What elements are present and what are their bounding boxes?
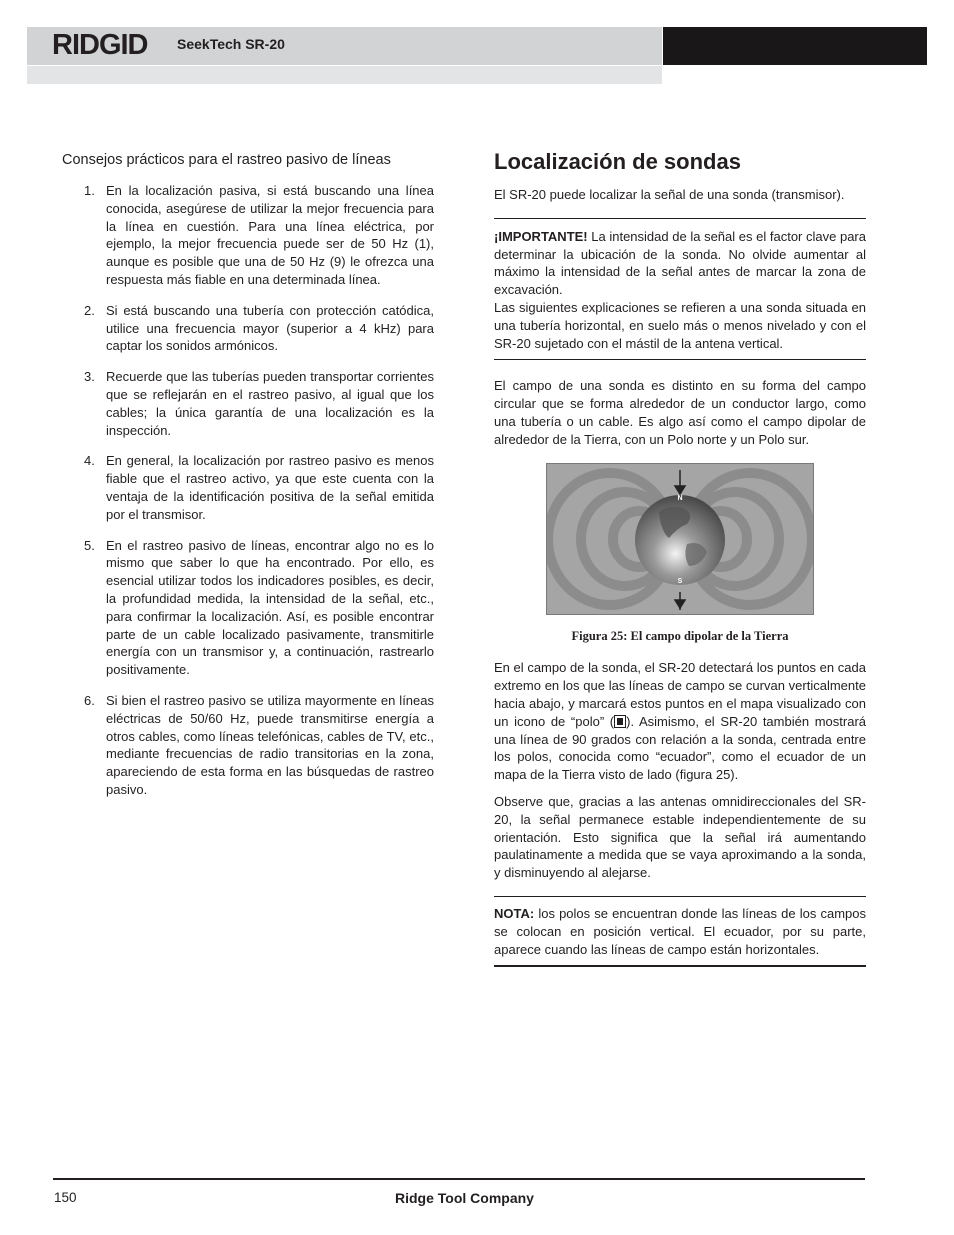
list-text: En el rastreo pasivo de líneas, encontrar algo no es lo mismo que saber lo que ha encontrado. Por ello, es esencial utilizar todos los indicadores posibles, es decir, la profundidad medida, la intensidad de la señal, etc., para confirmar la localización. Así, es posible encontrar parte de un cable localizado pasivamente, transmitirle energía con un transmisor y, a continuación, rastrearlo positivamente.	[106, 537, 434, 678]
list-item	[62, 302, 434, 355]
important-label: ¡IMPORTANTE!	[494, 228, 588, 244]
important-box	[494, 219, 866, 360]
list-text: En general, la localización por rastreo pasivo es menos fiable que el rastreo activo, ya que este cuenta con la ventaja de la identificación positiva de la señal emitida por el transmisor.	[106, 453, 434, 522]
sonde-field-text-b: ). Asimismo, el SR-20 también mostrará una línea de 90 grados con relación a la sonda, centrada entre los polos, conocida como “ecuador”, como el ecuador de un mapa de la Tierra visto de lado (figura 25).	[494, 713, 866, 783]
note-label: NOTA:	[494, 905, 535, 921]
list-number: 5.	[84, 537, 95, 553]
list-item	[62, 692, 434, 799]
note-paragraph	[494, 905, 866, 958]
footer-company: Ridge Tool Company	[395, 1190, 534, 1206]
section-heading: Consejos prácticos para el rastreo pasivo de líneas	[62, 152, 391, 168]
list-text: Si bien el rastreo pasivo se utiliza mayormente en líneas eléctricas de 50/60 Hz, puede transmitirse energía a otros cables, como líneas telefónicas, cables de TV, etc., mediante frecuencias de radio transitorias en la zona, apareciendo de esta forma en las búsquedas de rastreo pasivo.	[106, 692, 434, 797]
footer-rule	[53, 1178, 865, 1180]
dipole-paragraph: El campo de una sonda es distinto en su forma del campo circular que se forma alrededor de un conductor largo, como una tubería o un cable. Es algo así como el campo dipolar de alrededor de la Tierra, con un Polo norte y un Polo sur.	[494, 378, 866, 447]
antenna-paragraph: Observe que, gracias a las antenas omnidireccionales del SR-20, la señal permanece estable independientemente de su orientación. Esto significa que la señal irá aumentando paulatinamente a medida que se vaya aproximando a la sonda, y disminuyendo al alejarse.	[494, 793, 866, 881]
pole-icon	[614, 715, 626, 728]
note-text: los polos se encuentran donde las líneas de los campos se colocan en posición vertical. El ecuador, por su parte, aparece cuando las líneas de campo están horizontales.	[494, 905, 866, 957]
sonde-field-paragraph	[494, 659, 866, 784]
sonde-field-text-a: En el campo de la sonda, el SR-20 detectará los puntos en cada extremo en los que las líneas de campo se curvan verticalmente hacia abajo, y marcará estos puntos en el mapa visualizado con un icono de “polo” (	[494, 660, 866, 729]
list-number: 3.	[84, 369, 95, 385]
header-subbar	[27, 65, 662, 84]
list-text: En la localización pasiva, si está buscando una línea conocida, asegúrese de utilizar la mejor frecuencia para la línea en cuestión. Para una línea eléctrica, por ejemplo, la mejor frecuencia puede ser de 50 Hz (1), aunque es posible que una de 50 Hz (9) le ofrezca una respuesta más fiable en una determinada línea.	[106, 183, 434, 287]
important-text: La intensidad de la señal es el factor clave para determinar la ubicación de la sonda. No olvide aumentar al máximo la intensidad de la señal antes de marcar la zona de excavación.	[494, 228, 866, 298]
south-label: S	[677, 577, 683, 585]
important-paragraph	[494, 228, 866, 299]
figure-caption: Figura 25: El campo dipolar de la Tierra	[571, 628, 789, 643]
note-box	[494, 897, 866, 965]
list-text: Si está buscando una tubería con protección catódica, utilice una frecuencia mayor (superior a 4 kHz) para captar los sonidos armónicos.	[106, 302, 434, 354]
important-paragraph-2: Las siguientes explicaciones se refieren a una sonda situada en una tubería horizontal, en suelo más o menos nivelado y con el SR-20 sujetado con el mástil de la antena vertical.	[494, 299, 866, 351]
list-number: 6.	[84, 692, 95, 708]
list-number: 4.	[84, 453, 95, 469]
list-item	[62, 537, 434, 679]
divider	[494, 965, 866, 967]
left-column	[62, 152, 434, 812]
list-number: 2.	[84, 302, 95, 318]
list-number: 1.	[84, 183, 95, 198]
header-black-block	[663, 27, 927, 65]
dipole-field-illustration	[547, 464, 813, 614]
right-column	[494, 148, 866, 967]
divider	[494, 359, 866, 360]
ridgid-logo	[52, 28, 148, 62]
dipole-field-figure	[546, 463, 814, 615]
north-label: N	[677, 494, 683, 502]
list-item	[62, 182, 434, 289]
tips-list	[62, 182, 434, 799]
list-item	[62, 452, 434, 523]
header-title: SeekTech SR-20	[177, 36, 285, 52]
page-number: 150	[54, 1190, 77, 1205]
list-item	[62, 368, 434, 439]
intro-text: El SR-20 puede localizar la señal de una sonda (transmisor).	[494, 187, 845, 202]
list-text: Recuerde que las tuberías pueden transportar corrientes que se reflejarán en el rastreo pasivo, al igual que los cables; la única garantía de una localización es la inspección.	[106, 369, 434, 438]
section-title: Localización de sondas	[494, 149, 741, 174]
brand-wordmark: RIDGID	[52, 28, 148, 61]
